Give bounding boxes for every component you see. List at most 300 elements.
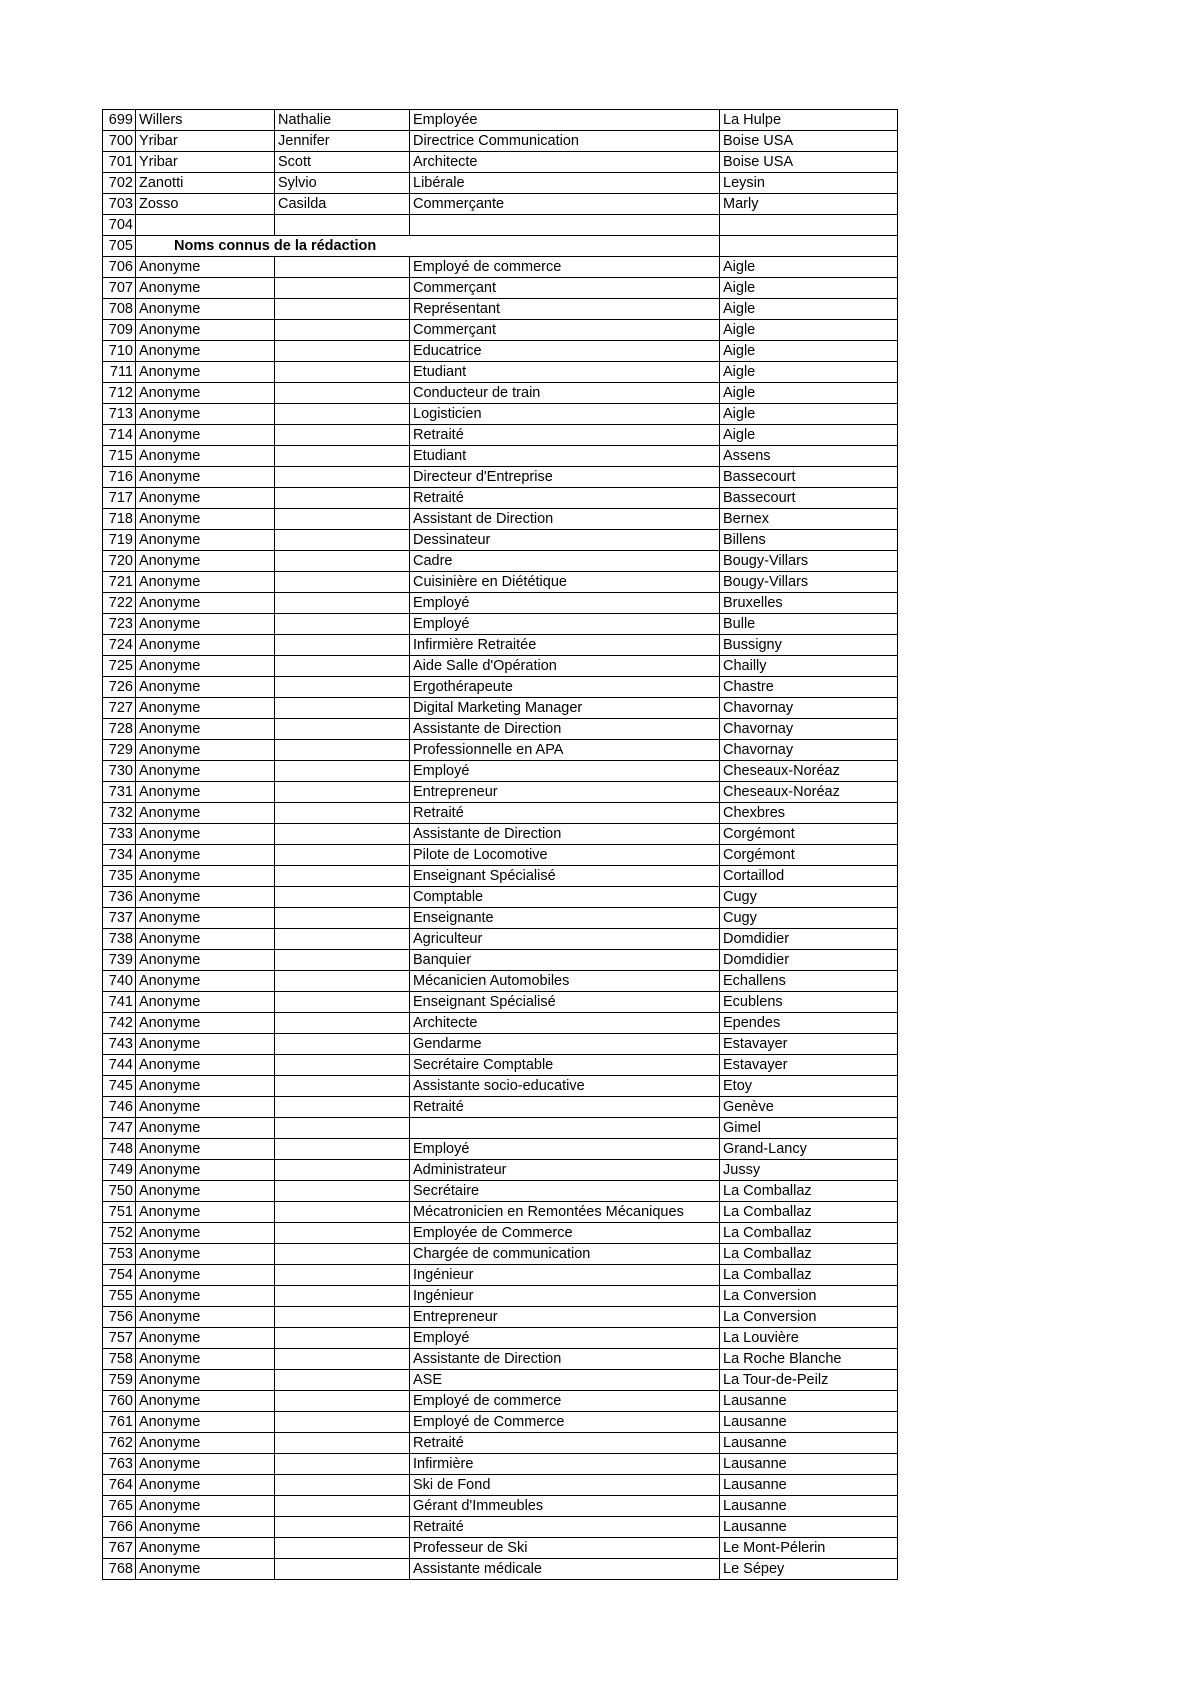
profession-cell: Aide Salle d'Opération (410, 656, 720, 677)
last-name-cell: Anonyme (136, 1475, 275, 1496)
profession-cell: Gérant d'Immeubles (410, 1496, 720, 1517)
table-row (103, 950, 898, 971)
row-number-cell: 727 (103, 698, 136, 719)
profession-cell: Employé (410, 1328, 720, 1349)
city-cell: Aigle (720, 383, 898, 404)
row-number-cell: 710 (103, 341, 136, 362)
city-cell: Chastre (720, 677, 898, 698)
first-name-cell (275, 992, 410, 1013)
table-row (103, 992, 898, 1013)
table-row (103, 1055, 898, 1076)
profession-cell: Employé de Commerce (410, 1412, 720, 1433)
first-name-cell (275, 467, 410, 488)
table-row (103, 593, 898, 614)
first-name-cell (275, 1160, 410, 1181)
city-cell: Estavayer (720, 1034, 898, 1055)
profession-cell: Employé (410, 1139, 720, 1160)
first-name-cell (275, 1559, 410, 1580)
last-name-cell: Anonyme (136, 488, 275, 509)
first-name-cell (275, 1433, 410, 1454)
city-cell: Chailly (720, 656, 898, 677)
city-cell: Aigle (720, 257, 898, 278)
city-cell: Lausanne (720, 1391, 898, 1412)
row-number-cell: 703 (103, 194, 136, 215)
city-cell: Lausanne (720, 1454, 898, 1475)
first-name-cell (275, 908, 410, 929)
row-number-cell: 725 (103, 656, 136, 677)
table-row (103, 1538, 898, 1559)
empty-cell (720, 236, 898, 257)
city-cell: Lausanne (720, 1475, 898, 1496)
profession-cell: Employée (410, 110, 720, 131)
first-name-cell (275, 446, 410, 467)
profession-cell: Agriculteur (410, 929, 720, 950)
first-name-cell (275, 677, 410, 698)
row-number-cell: 717 (103, 488, 136, 509)
row-number-cell: 750 (103, 1181, 136, 1202)
city-cell: Bernex (720, 509, 898, 530)
profession-cell: Enseignant Spécialisé (410, 866, 720, 887)
table-row (103, 152, 898, 173)
profession-cell: Educatrice (410, 341, 720, 362)
first-name-cell (275, 257, 410, 278)
table-row (103, 1349, 898, 1370)
row-number-cell: 701 (103, 152, 136, 173)
row-number-cell: 731 (103, 782, 136, 803)
last-name-cell: Yribar (136, 131, 275, 152)
table-row (103, 656, 898, 677)
row-number-cell: 720 (103, 551, 136, 572)
row-number-cell: 699 (103, 110, 136, 131)
row-number-cell: 728 (103, 719, 136, 740)
last-name-cell: Anonyme (136, 467, 275, 488)
last-name-cell: Anonyme (136, 1244, 275, 1265)
city-cell: La Conversion (720, 1286, 898, 1307)
last-name-cell: Anonyme (136, 635, 275, 656)
table-row (103, 971, 898, 992)
city-cell: Gimel (720, 1118, 898, 1139)
city-cell (720, 215, 898, 236)
row-number-cell: 705 (103, 236, 136, 257)
city-cell: Cugy (720, 908, 898, 929)
city-cell: Cortaillod (720, 866, 898, 887)
profession-cell: Secrétaire (410, 1181, 720, 1202)
table-row (103, 1097, 898, 1118)
row-number-cell: 709 (103, 320, 136, 341)
first-name-cell (275, 341, 410, 362)
profession-cell: Employé de commerce (410, 257, 720, 278)
city-cell: Bougy-Villars (720, 551, 898, 572)
row-number-cell: 722 (103, 593, 136, 614)
city-cell: Chavornay (720, 719, 898, 740)
first-name-cell (275, 1076, 410, 1097)
last-name-cell: Anonyme (136, 1139, 275, 1160)
city-cell: Lausanne (720, 1517, 898, 1538)
profession-cell: Ingénieur (410, 1265, 720, 1286)
city-cell: Lausanne (720, 1433, 898, 1454)
row-number-cell: 755 (103, 1286, 136, 1307)
row-number-cell: 732 (103, 803, 136, 824)
table-row (103, 383, 898, 404)
last-name-cell: Anonyme (136, 383, 275, 404)
first-name-cell (275, 1139, 410, 1160)
first-name-cell (275, 635, 410, 656)
first-name-cell (275, 1181, 410, 1202)
row-number-cell: 753 (103, 1244, 136, 1265)
row-number-cell: 707 (103, 278, 136, 299)
row-number-cell: 716 (103, 467, 136, 488)
last-name-cell: Anonyme (136, 1034, 275, 1055)
last-name-cell: Anonyme (136, 1181, 275, 1202)
city-cell: Cheseaux-Noréaz (720, 782, 898, 803)
row-number-cell: 708 (103, 299, 136, 320)
profession-cell: Mécatronicien en Remontées Mécaniques (410, 1202, 720, 1223)
row-number-cell: 715 (103, 446, 136, 467)
last-name-cell: Anonyme (136, 1496, 275, 1517)
first-name-cell (275, 1202, 410, 1223)
city-cell: Estavayer (720, 1055, 898, 1076)
table-row (103, 1013, 898, 1034)
first-name-cell (275, 593, 410, 614)
last-name-cell: Anonyme (136, 866, 275, 887)
empty-cell (410, 236, 720, 257)
last-name-cell: Anonyme (136, 719, 275, 740)
last-name-cell: Anonyme (136, 572, 275, 593)
city-cell: Marly (720, 194, 898, 215)
profession-cell: Architecte (410, 1013, 720, 1034)
profession-cell: Comptable (410, 887, 720, 908)
first-name-cell: Nathalie (275, 110, 410, 131)
profession-cell: Enseignante (410, 908, 720, 929)
last-name-cell: Anonyme (136, 1160, 275, 1181)
city-cell: Ecublens (720, 992, 898, 1013)
profession-cell: Commerçant (410, 278, 720, 299)
row-number-cell: 719 (103, 530, 136, 551)
table-row (103, 845, 898, 866)
last-name-cell: Anonyme (136, 950, 275, 971)
row-number-cell: 733 (103, 824, 136, 845)
profession-cell: Directeur d'Entreprise (410, 467, 720, 488)
first-name-cell (275, 761, 410, 782)
city-cell: La Conversion (720, 1307, 898, 1328)
last-name-cell: Anonyme (136, 1097, 275, 1118)
row-number-cell: 718 (103, 509, 136, 530)
table-row (103, 1328, 898, 1349)
table-row (103, 824, 898, 845)
table-row (103, 1202, 898, 1223)
table-row (103, 1496, 898, 1517)
profession-cell: Assistant de Direction (410, 509, 720, 530)
city-cell: Domdidier (720, 950, 898, 971)
table-row (103, 1139, 898, 1160)
row-number-cell: 759 (103, 1370, 136, 1391)
profession-cell: Professeur de Ski (410, 1538, 720, 1559)
profession-cell: Professionnelle en APA (410, 740, 720, 761)
row-number-cell: 734 (103, 845, 136, 866)
profession-cell: Etudiant (410, 362, 720, 383)
row-number-cell: 766 (103, 1517, 136, 1538)
last-name-cell: Anonyme (136, 1412, 275, 1433)
last-name-cell: Anonyme (136, 803, 275, 824)
first-name-cell (275, 698, 410, 719)
row-number-cell: 751 (103, 1202, 136, 1223)
profession-cell: Ingénieur (410, 1286, 720, 1307)
profession-cell: Cadre (410, 551, 720, 572)
table-row (103, 887, 898, 908)
table-row (103, 614, 898, 635)
first-name-cell (275, 887, 410, 908)
last-name-cell: Anonyme (136, 1559, 275, 1580)
row-number-cell: 762 (103, 1433, 136, 1454)
table-row (103, 929, 898, 950)
last-name-cell: Anonyme (136, 362, 275, 383)
table-row (103, 1454, 898, 1475)
row-number-cell: 706 (103, 257, 136, 278)
row-number-cell: 768 (103, 1559, 136, 1580)
last-name-cell: Anonyme (136, 1118, 275, 1139)
last-name-cell: Anonyme (136, 1454, 275, 1475)
table-row (103, 1286, 898, 1307)
table-row (103, 236, 898, 257)
row-number-cell: 761 (103, 1412, 136, 1433)
row-number-cell: 724 (103, 635, 136, 656)
city-cell: Corgémont (720, 824, 898, 845)
profession-cell: Ergothérapeute (410, 677, 720, 698)
profession-cell: Retraité (410, 1517, 720, 1538)
first-name-cell (275, 215, 410, 236)
profession-cell (410, 215, 720, 236)
first-name-cell (275, 1391, 410, 1412)
row-number-cell: 745 (103, 1076, 136, 1097)
profession-cell: Administrateur (410, 1160, 720, 1181)
last-name-cell: Anonyme (136, 1307, 275, 1328)
last-name-cell: Anonyme (136, 1370, 275, 1391)
profession-cell: Chargée de communication (410, 1244, 720, 1265)
table-row (103, 1265, 898, 1286)
table-row (103, 1559, 898, 1580)
last-name-cell: Anonyme (136, 887, 275, 908)
table-row (103, 320, 898, 341)
profession-cell: Enseignant Spécialisé (410, 992, 720, 1013)
city-cell: Cheseaux-Noréaz (720, 761, 898, 782)
last-name-cell: Anonyme (136, 698, 275, 719)
profession-cell: Représentant (410, 299, 720, 320)
table-row (103, 908, 898, 929)
first-name-cell (275, 1538, 410, 1559)
table-row (103, 257, 898, 278)
last-name-cell: Anonyme (136, 1286, 275, 1307)
table-row (103, 1034, 898, 1055)
city-cell: Aigle (720, 299, 898, 320)
profession-cell: Banquier (410, 950, 720, 971)
first-name-cell (275, 1055, 410, 1076)
first-name-cell (275, 1307, 410, 1328)
last-name-cell: Anonyme (136, 1328, 275, 1349)
row-number-cell: 767 (103, 1538, 136, 1559)
profession-cell: Logisticien (410, 404, 720, 425)
table-row (103, 341, 898, 362)
first-name-cell (275, 1286, 410, 1307)
row-number-cell: 760 (103, 1391, 136, 1412)
first-name-cell (275, 1223, 410, 1244)
first-name-cell (275, 1265, 410, 1286)
profession-cell: Commerçante (410, 194, 720, 215)
profession-cell: Cuisinière en Diététique (410, 572, 720, 593)
city-cell: Boise USA (720, 152, 898, 173)
table-row (103, 1244, 898, 1265)
first-name-cell (275, 509, 410, 530)
profession-cell: Retraité (410, 1097, 720, 1118)
first-name-cell (275, 425, 410, 446)
city-cell: Bulle (720, 614, 898, 635)
last-name-cell: Zanotti (136, 173, 275, 194)
profession-cell: Dessinateur (410, 530, 720, 551)
last-name-cell: Anonyme (136, 677, 275, 698)
row-number-cell: 739 (103, 950, 136, 971)
last-name-cell: Anonyme (136, 530, 275, 551)
first-name-cell (275, 383, 410, 404)
last-name-cell: Anonyme (136, 299, 275, 320)
city-cell: Chexbres (720, 803, 898, 824)
last-name-cell: Anonyme (136, 761, 275, 782)
row-number-cell: 747 (103, 1118, 136, 1139)
table-row (103, 677, 898, 698)
city-cell: Bassecourt (720, 488, 898, 509)
city-cell: La Comballaz (720, 1181, 898, 1202)
city-cell: Aigle (720, 404, 898, 425)
last-name-cell: Anonyme (136, 425, 275, 446)
row-number-cell: 729 (103, 740, 136, 761)
profession-cell: Secrétaire Comptable (410, 1055, 720, 1076)
profession-cell: Assistante de Direction (410, 1349, 720, 1370)
last-name-cell: Anonyme (136, 1202, 275, 1223)
last-name-cell: Anonyme (136, 320, 275, 341)
last-name-cell: Anonyme (136, 551, 275, 572)
row-number-cell: 757 (103, 1328, 136, 1349)
last-name-cell: Anonyme (136, 908, 275, 929)
city-cell: Bassecourt (720, 467, 898, 488)
first-name-cell (275, 1517, 410, 1538)
table-row (103, 1307, 898, 1328)
profession-cell: Entrepreneur (410, 1307, 720, 1328)
profession-cell: Directrice Communication (410, 131, 720, 152)
table-row (103, 740, 898, 761)
profession-cell: Entrepreneur (410, 782, 720, 803)
profession-cell: Retraité (410, 425, 720, 446)
city-cell: Lausanne (720, 1412, 898, 1433)
city-cell: Boise USA (720, 131, 898, 152)
profession-cell: Retraité (410, 803, 720, 824)
city-cell: Bougy-Villars (720, 572, 898, 593)
table-row (103, 1412, 898, 1433)
first-name-cell (275, 488, 410, 509)
table-row (103, 1433, 898, 1454)
row-number-cell: 713 (103, 404, 136, 425)
city-cell: Aigle (720, 278, 898, 299)
last-name-cell: Willers (136, 110, 275, 131)
first-name-cell (275, 278, 410, 299)
city-cell: La Comballaz (720, 1202, 898, 1223)
table-row (103, 467, 898, 488)
profession-cell: Employé de commerce (410, 1391, 720, 1412)
city-cell: La Comballaz (720, 1265, 898, 1286)
first-name-cell (275, 299, 410, 320)
first-name-cell (275, 1412, 410, 1433)
profession-cell: Conducteur de train (410, 383, 720, 404)
profession-cell: Assistante socio-educative (410, 1076, 720, 1097)
table-row (103, 425, 898, 446)
table-row (103, 1223, 898, 1244)
city-cell: Aigle (720, 362, 898, 383)
first-name-cell (275, 740, 410, 761)
last-name-cell: Anonyme (136, 1055, 275, 1076)
first-name-cell (275, 1244, 410, 1265)
city-cell: La Comballaz (720, 1244, 898, 1265)
table-row (103, 446, 898, 467)
city-cell: Echallens (720, 971, 898, 992)
table-row (103, 509, 898, 530)
first-name-cell (275, 1496, 410, 1517)
spreadsheet-page (102, 109, 898, 1580)
profession-cell: Assistante de Direction (410, 824, 720, 845)
city-cell: Genève (720, 1097, 898, 1118)
profession-cell: Mécanicien Automobiles (410, 971, 720, 992)
table-row (103, 278, 898, 299)
city-cell: Bussigny (720, 635, 898, 656)
row-number-cell: 746 (103, 1097, 136, 1118)
city-cell: Aigle (720, 320, 898, 341)
table-body (103, 110, 898, 1580)
first-name-cell (275, 719, 410, 740)
last-name-cell: Anonyme (136, 593, 275, 614)
table-row (103, 404, 898, 425)
profession-cell: Employée de Commerce (410, 1223, 720, 1244)
first-name-cell (275, 572, 410, 593)
last-name-cell: Anonyme (136, 509, 275, 530)
row-number-cell: 749 (103, 1160, 136, 1181)
row-number-cell: 700 (103, 131, 136, 152)
table-row (103, 803, 898, 824)
city-cell: Etoy (720, 1076, 898, 1097)
profession-cell: Assistante médicale (410, 1559, 720, 1580)
city-cell: Lausanne (720, 1496, 898, 1517)
row-number-cell: 741 (103, 992, 136, 1013)
last-name-cell: Anonyme (136, 740, 275, 761)
table-row (103, 551, 898, 572)
city-cell: Corgémont (720, 845, 898, 866)
table-row (103, 1391, 898, 1412)
city-cell: Domdidier (720, 929, 898, 950)
profession-cell: Gendarme (410, 1034, 720, 1055)
table-row (103, 488, 898, 509)
section-heading-cell: Noms connus de la rédaction (136, 236, 410, 257)
last-name-cell: Anonyme (136, 341, 275, 362)
table-row (103, 131, 898, 152)
row-number-cell: 736 (103, 887, 136, 908)
row-number-cell: 735 (103, 866, 136, 887)
last-name-cell: Anonyme (136, 1349, 275, 1370)
profession-cell: Digital Marketing Manager (410, 698, 720, 719)
city-cell: Assens (720, 446, 898, 467)
first-name-cell: Casilda (275, 194, 410, 215)
last-name-cell: Anonyme (136, 1223, 275, 1244)
city-cell: Chavornay (720, 740, 898, 761)
row-number-cell: 738 (103, 929, 136, 950)
first-name-cell (275, 656, 410, 677)
last-name-cell: Anonyme (136, 992, 275, 1013)
profession-cell: Retraité (410, 1433, 720, 1454)
first-name-cell (275, 1034, 410, 1055)
